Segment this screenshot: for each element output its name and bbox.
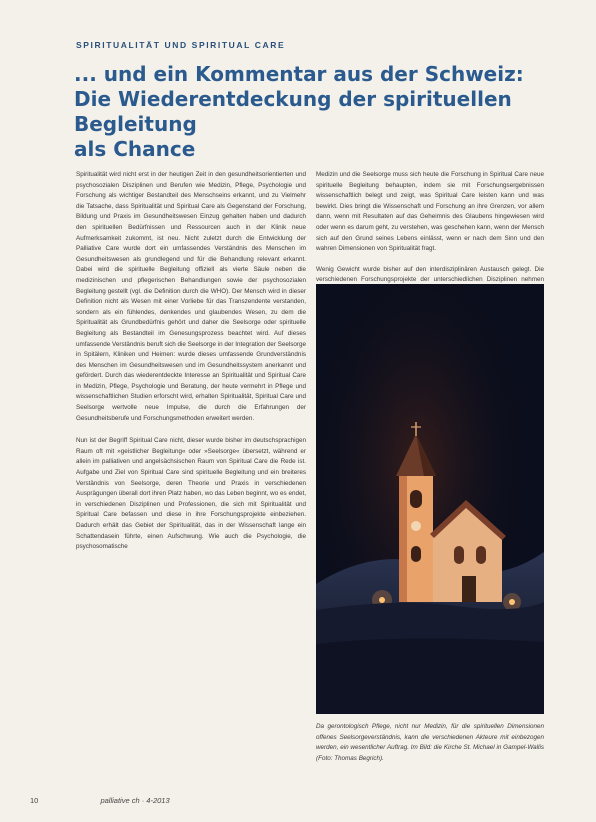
left-column: [76, 170, 306, 553]
page-number: 10: [30, 796, 39, 805]
photo-caption: Da gerontologisch Pflege, nicht nur Medizin, für die spirituellen Dimensionen offenes Seelsorgeverständnis, kann die verschiedenen Akteure mit einbezogen werden, ein wesentlicher Auftrag. Im Bild: die Kirche St. Michael in Gampel-Wallis (Foto: Thomas Begrich).: [316, 723, 544, 762]
body-paragraph: Nun ist der Begriff Spiritual Care nicht, dieser wurde bisher im deutschsprachigen Raum oft mit »geistlicher Begleitung« oder »Seelsorge« übersetzt, während er allein im palliativen und angelsächsischen Raum von Spiritual Care die Rede ist. Aufgabe und Ziel von Spiritual Care sind spirituelle Begleitung und ein breiteres Verständnis von Seelsorge, deren Theorie und Praxis in verschiedenen Ausprägungen überall dort ihren Platz haben, wo das Leben beginnt, wo es endet, in verschiedenen Disziplinen und Professionen, die sich mit Spiritualität und Spiritual Care befassen und diese in ihre Forschungsprojekte einbeziehen. Dadurch erhält das Gebiet der Spiritualität, das in der Wissenschaft lange ein Schattendasein führte, einen Aufschwung. Wie auch die Psychologie, die psychosomatische: [76, 437, 306, 551]
body-paragraph: Spiritualität wird nicht erst in der heutigen Zeit in den gesundheitsorientierten und psychosozialen Disziplinen und Berufen wie Medizin, Pflege, Psychologie und Forschung als wichtiger Bestandteil des Menschseins erkannt, und zu Vielmehr die Tatsache, dass Spiritualität und Spiritual Care als Gegenstand der Forschung, Bildung und Praxis im Gesundheitswesen Einzug gehalten haben und dadurch den spirituellen Bedürfnissen und Ressourcen auch in der Klinik neue Aufmerksamkeit zukommt, ist neu. Nicht zuletzt durch die Entwicklung der Palliative Care wurde dort ein umfassendes Verständnis des Menschen im Gesundheitswesen als grundlegend und für die Behandlung relevant erkannt. Dabei wird die spirituelle Begleitung offiziell als vierte Säule neben die medizinischen und pflegerischen Behandlungen sowie der psychosozialen Begleitung gestellt (vgl. die Definition durch die WHO). Der Mensch wird in dieser Definition nicht als Wesen mit einer Vorliebe für das Transzendente verstanden, sondern als ein fühlendes, denkendes und glaubendes Wesen, zu dem die Spiritualität als Grundbedürfnis gehört und daher die Seelsorge oder spirituelle Begleitung als Bestandteil im Genesungsprozess beachtet wird. Auf dieses umfassende Verständnis beruft sich die Seelsorge in der Integration der Seelsorge in Spitälern, Kliniken und Heimen: wurde dieses umfassende Grundverständnis des Menschen im Gesundheitswesen und im Gesundheitssystem anerkannt und gefördert. Durch das wiederentdeckte Interesse an Spiritualität und Spiritual Care in Medizin, Pflege, Psychologie und Beratung, der heute vermehrt in Pflege und wissenschaftlichen Studien erforscht wird, erhalten Spiritualität, Spiritual Care und Seelsorge wertvolle neue Impulse, die durch die Erfahrungen der Gesundheitsberufe und Forschungsmethoden erweitert werden.: [76, 171, 306, 422]
body-paragraph: Wenig Gewicht wurde bisher auf den interdisziplinären Austausch gelegt. Die verschiedenen Forschungsprojekte der unterschiedlichen Disziplinen nehmen: [316, 265, 544, 284]
section-kicker: SPIRITUALITÄT UND SPIRITUAL CARE: [76, 40, 286, 50]
church-illustration: [316, 284, 544, 714]
church-night-photo: [316, 284, 544, 714]
title-line-2: Die Wiederentdeckung der spirituellen Begleitung: [74, 87, 512, 136]
publication-name: palliative ch · 4-2013: [100, 796, 170, 805]
article-title: [74, 62, 544, 162]
page-footer: [30, 796, 170, 805]
right-column: [316, 170, 544, 297]
title-line-3: als Chance: [74, 137, 196, 161]
body-paragraph: Medizin und die Seelsorge muss sich heute die Forschung in Spiritual Care neue spirituelle Begleitung behaupten, indem sie mit Forschungsergebnissen wissenschaftlich belegt und zeigt, was Spiritual Care leisten kann und was bewirkt. Dies bringt die Wissenschaft und Forschung an ihre Grenzen, vor allem dann, wenn mit Resultaten auf das Geheimnis des Glaubens hingewiesen wird oder wenn es darum geht, zu verstehen, was geschehen kann, wenn der Mensch sich auf den Grund seines Lebens einlässt, wenn er nach dem Sinn und den wahren Dimensionen von Spiritualität fragt.: [316, 171, 544, 253]
title-line-1: ... und ein Kommentar aus der Schweiz:: [74, 62, 524, 86]
